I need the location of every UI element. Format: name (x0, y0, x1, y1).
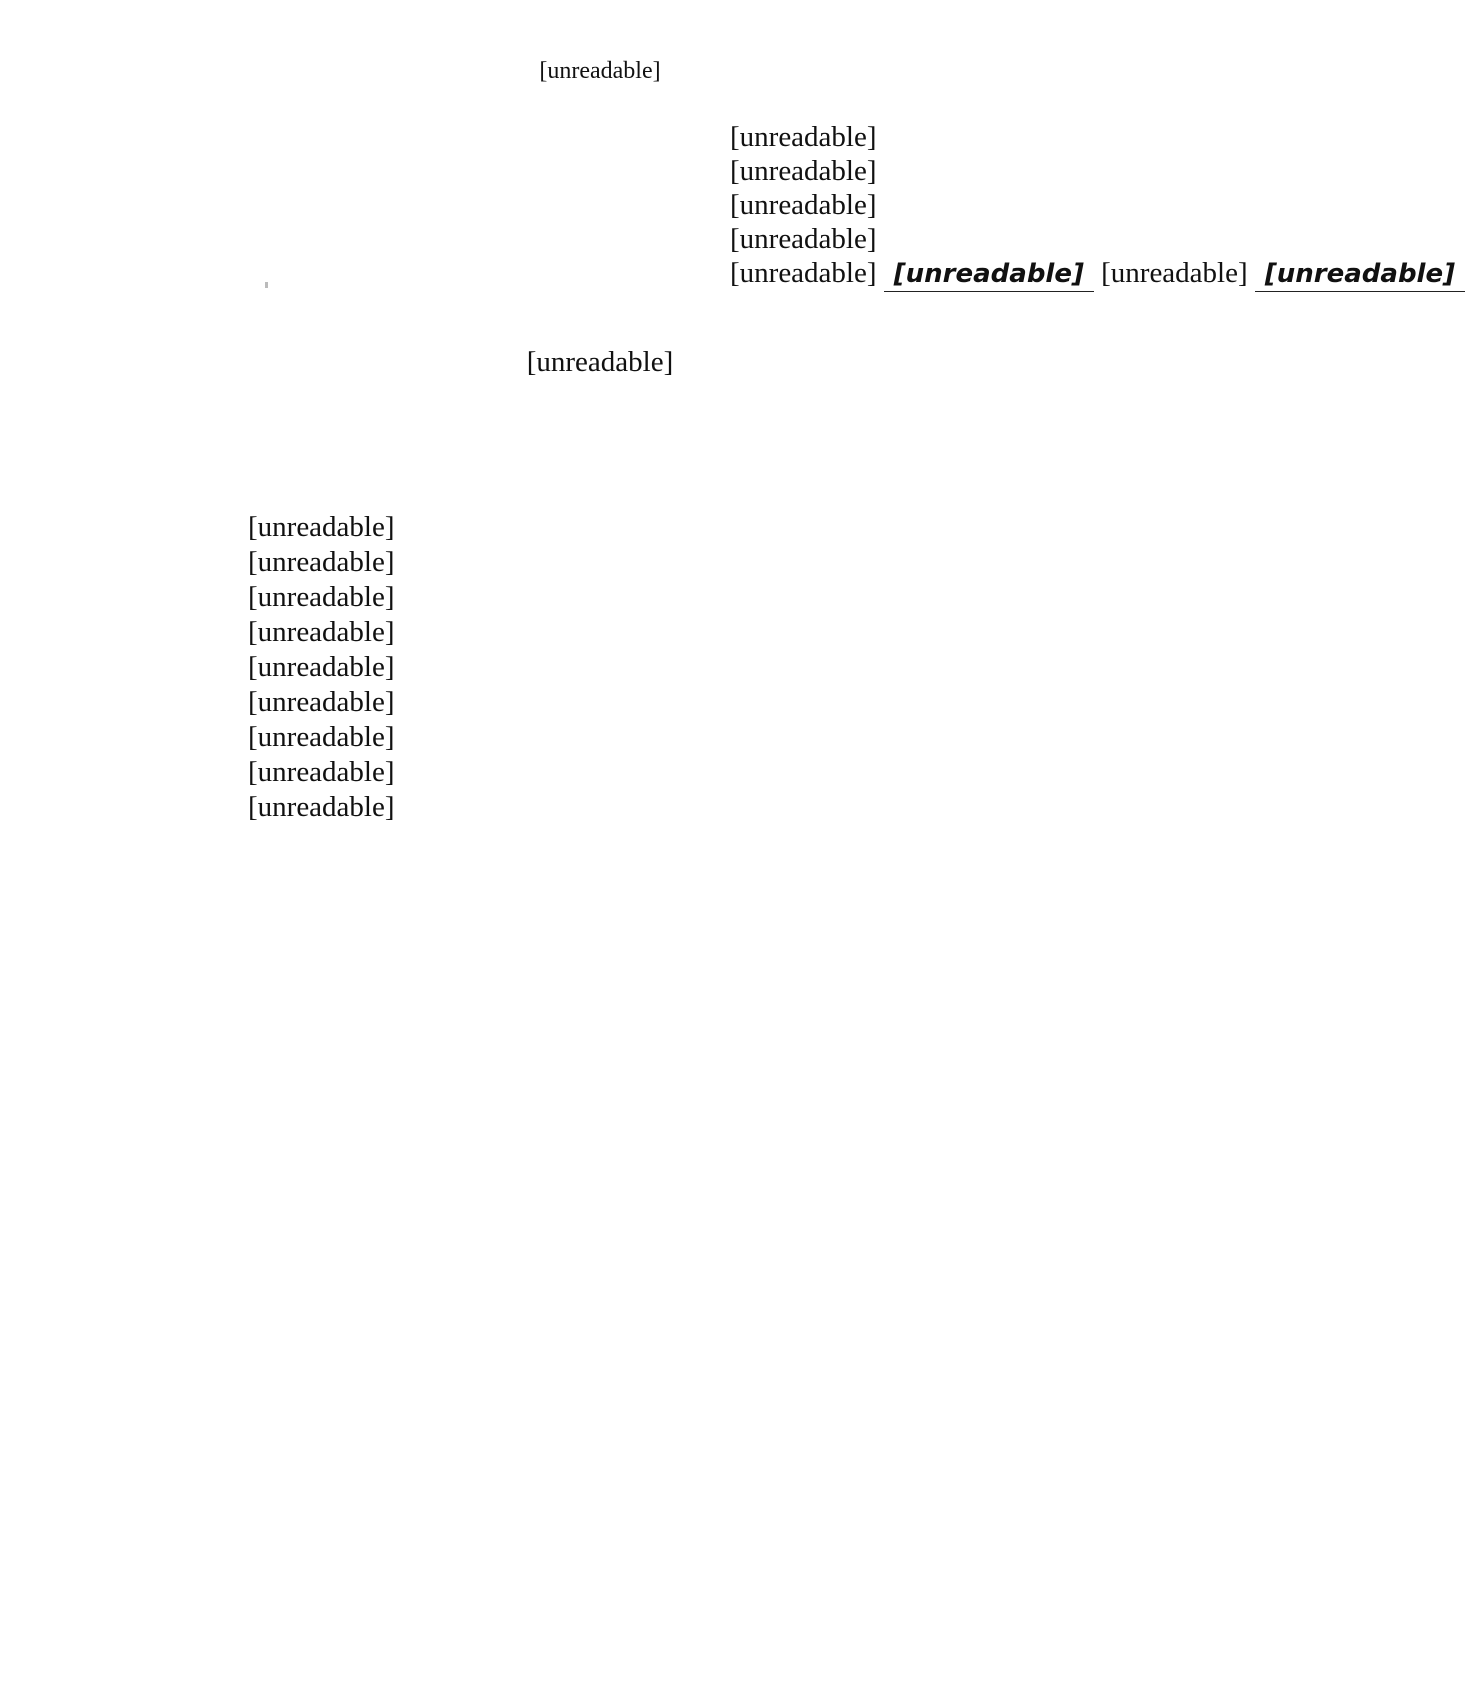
scan-speck (265, 282, 268, 288)
document-title: [unreadable] (526, 346, 674, 378)
appendix-line: [unreadable] (730, 121, 877, 153)
appendix-line: [unreadable] (730, 155, 877, 187)
number-prefix: [unreadable] (1101, 257, 1248, 289)
paragraph: [unreadable] (248, 546, 395, 578)
order-number: [unreadable] (1255, 257, 1465, 292)
paragraph: [unreadable] (248, 686, 395, 718)
paragraph: [unreadable] (248, 756, 395, 788)
paragraph: [unreadable] (248, 651, 395, 683)
paragraph: [unreadable] (248, 511, 395, 543)
paragraph: [unreadable] (248, 721, 395, 753)
paragraph: [unreadable] (248, 581, 395, 613)
date-prefix: [unreadable] (730, 257, 877, 289)
order-date: [unreadable] (884, 257, 1094, 292)
appendix-header (730, 120, 1455, 292)
paragraph: [unreadable] (248, 616, 395, 648)
appendix-line: [unreadable] (730, 223, 877, 255)
appendix-line: [unreadable] (730, 189, 877, 221)
page-number: [unreadable] (539, 58, 661, 84)
paragraph: [unreadable] (248, 791, 395, 823)
order-date-number-line (730, 256, 1455, 292)
document-body (168, 510, 1120, 825)
